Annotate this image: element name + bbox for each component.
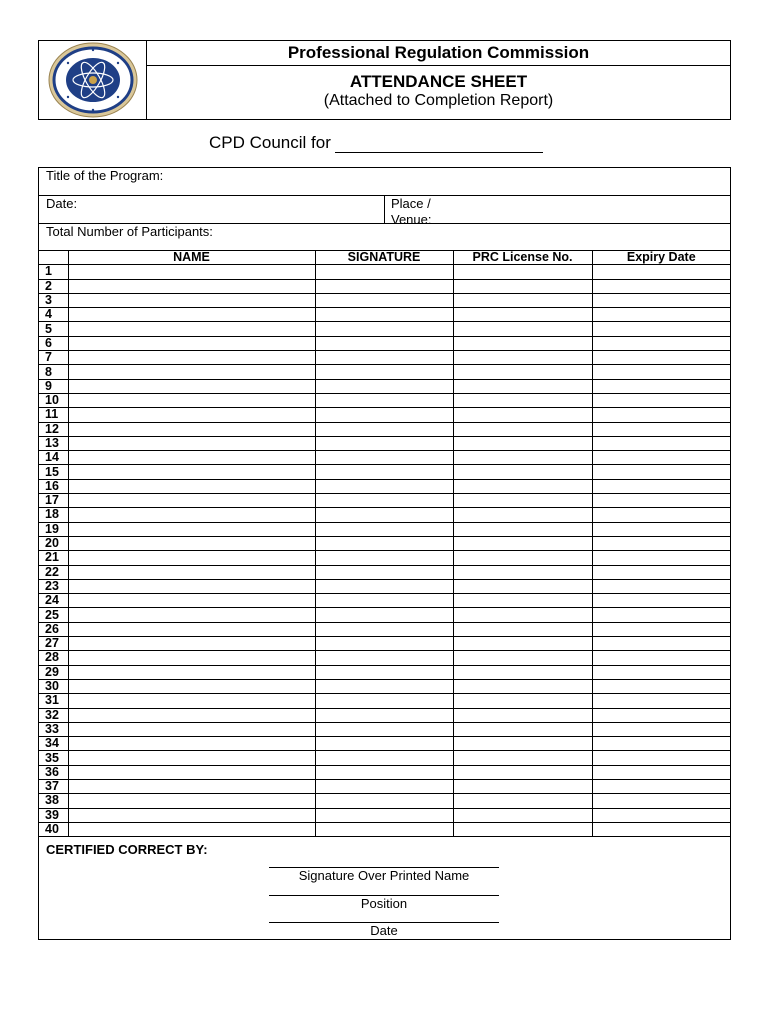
row-number: 18 (39, 508, 68, 522)
expiry-cell[interactable] (592, 451, 730, 465)
license-cell[interactable] (453, 722, 592, 736)
signature-cell[interactable] (315, 494, 453, 508)
license-cell[interactable] (453, 822, 592, 836)
expiry-cell[interactable] (592, 422, 730, 436)
name-cell[interactable] (68, 722, 315, 736)
attendance-table (39, 250, 730, 837)
license-cell[interactable] (453, 751, 592, 765)
expiry-cell[interactable] (592, 436, 730, 450)
row-number: 7 (39, 351, 68, 365)
organization-name: Professional Regulation Commission (147, 41, 730, 66)
table-row (39, 494, 730, 508)
expiry-cell[interactable] (592, 708, 730, 722)
expiry-cell[interactable] (592, 494, 730, 508)
row-number: 36 (39, 765, 68, 779)
license-cell[interactable] (453, 422, 592, 436)
name-cell[interactable] (68, 293, 315, 307)
signature-cell[interactable] (315, 651, 453, 665)
signature-cell[interactable] (315, 765, 453, 779)
license-cell[interactable] (453, 436, 592, 450)
signature-cell[interactable] (315, 594, 453, 608)
table-row (39, 794, 730, 808)
name-cell[interactable] (68, 651, 315, 665)
name-cell[interactable] (68, 436, 315, 450)
name-cell[interactable] (68, 679, 315, 693)
license-cell[interactable] (453, 522, 592, 536)
expiry-cell[interactable] (592, 751, 730, 765)
name-cell[interactable] (68, 665, 315, 679)
table-row (39, 351, 730, 365)
signature-cell[interactable] (315, 336, 453, 350)
program-title-row[interactable] (39, 168, 730, 196)
table-row (39, 451, 730, 465)
row-number: 2 (39, 279, 68, 293)
row-number: 35 (39, 751, 68, 765)
name-cell[interactable] (68, 479, 315, 493)
row-number: 1 (39, 265, 68, 279)
signature-cell[interactable] (315, 751, 453, 765)
expiry-cell[interactable] (592, 508, 730, 522)
expiry-cell[interactable] (592, 594, 730, 608)
row-number: 4 (39, 308, 68, 322)
name-cell[interactable] (68, 579, 315, 593)
expiry-cell[interactable] (592, 679, 730, 693)
expiry-cell[interactable] (592, 551, 730, 565)
license-cell[interactable] (453, 551, 592, 565)
row-number: 25 (39, 608, 68, 622)
expiry-cell[interactable] (592, 737, 730, 751)
license-cell[interactable] (453, 651, 592, 665)
row-number: 28 (39, 651, 68, 665)
row-number: 17 (39, 494, 68, 508)
license-cell[interactable] (453, 393, 592, 407)
table-header-row (39, 251, 730, 265)
name-cell[interactable] (68, 265, 315, 279)
signature-cell[interactable] (315, 679, 453, 693)
license-cell[interactable] (453, 279, 592, 293)
row-number: 37 (39, 779, 68, 793)
expiry-cell[interactable] (592, 665, 730, 679)
table-row (39, 308, 730, 322)
signature-cell[interactable] (315, 822, 453, 836)
expiry-cell[interactable] (592, 393, 730, 407)
venue-cell[interactable] (384, 196, 432, 227)
name-cell[interactable] (68, 393, 315, 407)
name-cell[interactable] (68, 336, 315, 350)
logo-cell (39, 41, 147, 119)
expiry-cell[interactable] (592, 779, 730, 793)
row-number: 31 (39, 694, 68, 708)
expiry-cell[interactable] (592, 265, 730, 279)
license-cell[interactable] (453, 765, 592, 779)
row-number: 6 (39, 336, 68, 350)
name-cell[interactable] (68, 522, 315, 536)
row-number: 3 (39, 293, 68, 307)
name-cell[interactable] (68, 694, 315, 708)
signature-cell[interactable] (315, 637, 453, 651)
license-cell[interactable] (453, 293, 592, 307)
signature-cell[interactable] (315, 622, 453, 636)
expiry-cell[interactable] (592, 279, 730, 293)
document-header (38, 40, 731, 120)
name-cell[interactable] (68, 351, 315, 365)
name-cell[interactable] (68, 594, 315, 608)
certification-block (39, 841, 730, 939)
attendance-rows (39, 265, 730, 837)
license-cell[interactable] (453, 265, 592, 279)
expiry-cell[interactable] (592, 579, 730, 593)
signature-cell[interactable] (315, 551, 453, 565)
license-cell[interactable] (453, 779, 592, 793)
signature-cell[interactable] (315, 322, 453, 336)
row-number: 8 (39, 365, 68, 379)
expiry-cell[interactable] (592, 637, 730, 651)
signature-cell[interactable] (315, 608, 453, 622)
expiry-cell[interactable] (592, 808, 730, 822)
council-label: CPD Council for (209, 133, 331, 152)
expiry-cell[interactable] (592, 479, 730, 493)
license-cell[interactable] (453, 351, 592, 365)
signature-cell[interactable] (315, 579, 453, 593)
table-row (39, 594, 730, 608)
signature-cell[interactable] (315, 694, 453, 708)
table-row (39, 679, 730, 693)
license-cell[interactable] (453, 494, 592, 508)
row-number: 15 (39, 465, 68, 479)
table-row (39, 822, 730, 836)
header-text (147, 41, 730, 119)
expiry-cell[interactable] (592, 308, 730, 322)
venue-label: Place / Venue: (391, 196, 432, 227)
expiry-cell[interactable] (592, 365, 730, 379)
license-cell[interactable] (453, 694, 592, 708)
name-cell[interactable] (68, 279, 315, 293)
name-cell[interactable] (68, 751, 315, 765)
council-line (209, 133, 543, 153)
name-cell[interactable] (68, 551, 315, 565)
expiry-cell[interactable] (592, 322, 730, 336)
signature-cell[interactable] (315, 665, 453, 679)
certification-title: CERTIFIED CORRECT BY: (46, 842, 208, 857)
row-number: 40 (39, 822, 68, 836)
license-cell[interactable] (453, 365, 592, 379)
row-number: 38 (39, 794, 68, 808)
table-row (39, 336, 730, 350)
row-number: 20 (39, 536, 68, 550)
signature-cell[interactable] (315, 393, 453, 407)
name-cell[interactable] (68, 494, 315, 508)
column-header: PRC License No. (453, 251, 592, 265)
date-venue-row (39, 196, 730, 227)
name-cell[interactable] (68, 565, 315, 579)
table-row (39, 708, 730, 722)
signature-cell[interactable] (315, 436, 453, 450)
table-row (39, 465, 730, 479)
signature-cell[interactable] (315, 479, 453, 493)
row-number: 30 (39, 679, 68, 693)
row-number: 23 (39, 579, 68, 593)
signature-label: Signature Over Printed Name (298, 868, 470, 883)
date-signed-label: Date (370, 923, 398, 938)
table-row (39, 765, 730, 779)
table-row (39, 422, 730, 436)
row-number: 29 (39, 665, 68, 679)
column-header: NAME (68, 251, 315, 265)
column-header: Expiry Date (592, 251, 730, 265)
row-number: 39 (39, 808, 68, 822)
signature-cell[interactable] (315, 722, 453, 736)
row-number: 5 (39, 322, 68, 336)
license-cell[interactable] (453, 565, 592, 579)
signature-cell[interactable] (315, 379, 453, 393)
table-row (39, 779, 730, 793)
license-cell[interactable] (453, 622, 592, 636)
row-number: 9 (39, 379, 68, 393)
expiry-cell[interactable] (592, 351, 730, 365)
license-cell[interactable] (453, 451, 592, 465)
prc-seal-logo (47, 41, 139, 119)
license-cell[interactable] (453, 508, 592, 522)
signature-cell[interactable] (315, 536, 453, 550)
name-cell[interactable] (68, 737, 315, 751)
signature-cell[interactable] (315, 422, 453, 436)
name-cell[interactable] (68, 808, 315, 822)
expiry-cell[interactable] (592, 293, 730, 307)
signature-cell[interactable] (315, 308, 453, 322)
date-label: Date: (46, 196, 78, 211)
document-title: ATTENDANCE SHEET (349, 72, 528, 91)
expiry-cell[interactable] (592, 565, 730, 579)
license-cell[interactable] (453, 708, 592, 722)
name-cell[interactable] (68, 536, 315, 550)
document-subtitle: (Attached to Completion Report) (323, 92, 554, 109)
license-cell[interactable] (453, 479, 592, 493)
table-row (39, 808, 730, 822)
number-column-header (39, 251, 68, 265)
name-cell[interactable] (68, 451, 315, 465)
license-cell[interactable] (453, 322, 592, 336)
license-cell[interactable] (453, 579, 592, 593)
expiry-cell[interactable] (592, 379, 730, 393)
signature-cell[interactable] (315, 737, 453, 751)
name-cell[interactable] (68, 508, 315, 522)
expiry-cell[interactable] (592, 765, 730, 779)
name-cell[interactable] (68, 408, 315, 422)
table-row (39, 694, 730, 708)
table-row (39, 322, 730, 336)
table-row (39, 379, 730, 393)
row-number: 10 (39, 393, 68, 407)
table-row (39, 579, 730, 593)
row-number: 27 (39, 637, 68, 651)
name-cell[interactable] (68, 708, 315, 722)
name-cell[interactable] (68, 779, 315, 793)
table-row (39, 751, 730, 765)
signature-cell[interactable] (315, 708, 453, 722)
table-row (39, 608, 730, 622)
council-blank[interactable] (335, 135, 543, 153)
participants-row[interactable] (39, 224, 730, 250)
name-cell[interactable] (68, 822, 315, 836)
row-number: 16 (39, 479, 68, 493)
license-cell[interactable] (453, 808, 592, 822)
row-number: 12 (39, 422, 68, 436)
name-cell[interactable] (68, 765, 315, 779)
expiry-cell[interactable] (592, 536, 730, 550)
expiry-cell[interactable] (592, 822, 730, 836)
expiry-cell[interactable] (592, 522, 730, 536)
row-number: 32 (39, 708, 68, 722)
expiry-cell[interactable] (592, 408, 730, 422)
signature-cell[interactable] (315, 808, 453, 822)
signature-cell[interactable] (315, 522, 453, 536)
row-number: 34 (39, 737, 68, 751)
column-header: SIGNATURE (315, 251, 453, 265)
name-cell[interactable] (68, 322, 315, 336)
license-cell[interactable] (453, 379, 592, 393)
signature-cell[interactable] (315, 365, 453, 379)
program-title-label: Title of the Program: (46, 168, 164, 183)
name-cell[interactable] (68, 379, 315, 393)
name-cell[interactable] (68, 465, 315, 479)
expiry-cell[interactable] (592, 622, 730, 636)
license-cell[interactable] (453, 665, 592, 679)
license-cell[interactable] (453, 308, 592, 322)
row-number: 33 (39, 722, 68, 736)
table-row (39, 508, 730, 522)
table-row (39, 408, 730, 422)
license-cell[interactable] (453, 794, 592, 808)
expiry-cell[interactable] (592, 465, 730, 479)
row-number: 24 (39, 594, 68, 608)
table-row (39, 665, 730, 679)
row-number: 19 (39, 522, 68, 536)
attendance-form (38, 167, 731, 940)
table-row (39, 737, 730, 751)
signature-cell[interactable] (315, 508, 453, 522)
signature-cell[interactable] (315, 351, 453, 365)
expiry-cell[interactable] (592, 722, 730, 736)
signature-cell[interactable] (315, 279, 453, 293)
table-row (39, 365, 730, 379)
name-cell[interactable] (68, 622, 315, 636)
expiry-cell[interactable] (592, 794, 730, 808)
signature-cell[interactable] (315, 265, 453, 279)
table-row (39, 565, 730, 579)
table-row (39, 551, 730, 565)
signature-cell[interactable] (315, 465, 453, 479)
row-number: 14 (39, 451, 68, 465)
row-number: 26 (39, 622, 68, 636)
total-participants-label: Total Number of Participants: (46, 224, 213, 239)
position-label: Position (360, 896, 408, 911)
row-number: 11 (39, 408, 68, 422)
license-cell[interactable] (453, 536, 592, 550)
table-row (39, 279, 730, 293)
license-cell[interactable] (453, 408, 592, 422)
expiry-cell[interactable] (592, 608, 730, 622)
name-cell[interactable] (68, 608, 315, 622)
license-cell[interactable] (453, 679, 592, 693)
table-row (39, 536, 730, 550)
row-number: 13 (39, 436, 68, 450)
table-row (39, 265, 730, 279)
signature-cell[interactable] (315, 565, 453, 579)
license-cell[interactable] (453, 336, 592, 350)
table-row (39, 293, 730, 307)
table-row (39, 393, 730, 407)
signature-cell[interactable] (315, 451, 453, 465)
signature-cell[interactable] (315, 779, 453, 793)
table-row (39, 722, 730, 736)
row-number: 22 (39, 565, 68, 579)
name-cell[interactable] (68, 365, 315, 379)
table-row (39, 479, 730, 493)
table-row (39, 622, 730, 636)
name-cell[interactable] (68, 422, 315, 436)
signature-cell[interactable] (315, 408, 453, 422)
name-cell[interactable] (68, 637, 315, 651)
expiry-cell[interactable] (592, 336, 730, 350)
license-cell[interactable] (453, 637, 592, 651)
signature-cell[interactable] (315, 293, 453, 307)
license-cell[interactable] (453, 465, 592, 479)
name-cell[interactable] (68, 308, 315, 322)
signature-cell[interactable] (315, 794, 453, 808)
table-row (39, 651, 730, 665)
row-number: 21 (39, 551, 68, 565)
name-cell[interactable] (68, 794, 315, 808)
expiry-cell[interactable] (592, 694, 730, 708)
license-cell[interactable] (453, 737, 592, 751)
license-cell[interactable] (453, 594, 592, 608)
expiry-cell[interactable] (592, 651, 730, 665)
license-cell[interactable] (453, 608, 592, 622)
table-row (39, 637, 730, 651)
table-row (39, 522, 730, 536)
table-row (39, 436, 730, 450)
